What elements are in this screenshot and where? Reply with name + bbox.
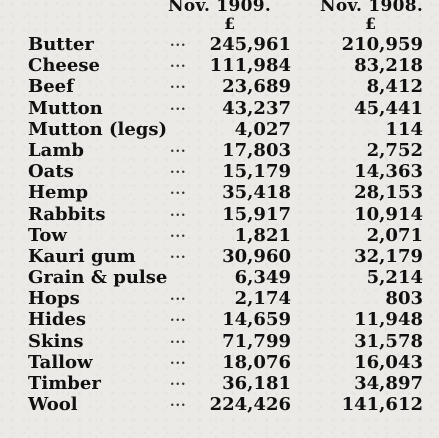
- leader-dots: ...: [170, 310, 187, 326]
- value-nov-1909: 30,960: [222, 245, 291, 267]
- value-nov-1909: 6,349: [234, 267, 291, 289]
- commodity-label: Grain & pulse: [28, 267, 168, 289]
- value-nov-1908: 28,153: [354, 182, 423, 204]
- table-row: [0, 352, 439, 373]
- value-nov-1909: 1,821: [234, 224, 291, 246]
- value-nov-1909: 43,237: [222, 97, 291, 119]
- currency-symbol-1908: £: [365, 14, 377, 33]
- value-nov-1909: 18,076: [222, 351, 291, 373]
- leader-dots: ...: [170, 225, 187, 241]
- currency-symbol-1909: £: [224, 14, 236, 33]
- table-row: [0, 34, 439, 55]
- leader-dots: ...: [170, 77, 187, 93]
- table-row: [0, 331, 439, 352]
- leader-dots: ...: [170, 35, 187, 50]
- table-row: [0, 288, 439, 309]
- value-nov-1908: 803: [385, 288, 423, 310]
- table-row: [0, 225, 439, 246]
- value-nov-1908: 16,043: [354, 351, 423, 373]
- value-nov-1908: 34,897: [354, 373, 423, 394]
- table-row: [0, 182, 439, 203]
- leader-dots: ...: [170, 56, 187, 72]
- value-nov-1909: 14,659: [222, 309, 291, 331]
- commodity-label: Butter: [28, 34, 94, 55]
- table-row: [0, 394, 439, 415]
- value-nov-1909: 36,181: [222, 373, 291, 394]
- leader-dots: ...: [170, 246, 187, 262]
- commodity-label: Beef: [28, 76, 74, 98]
- commodity-label: Skins: [28, 330, 84, 352]
- table-row: [0, 267, 439, 288]
- commodity-label: Rabbits: [28, 203, 106, 225]
- table-row: [0, 161, 439, 182]
- table-row: [0, 309, 439, 330]
- value-nov-1908: 114: [385, 118, 423, 140]
- value-nov-1908: 5,214: [366, 267, 423, 289]
- table-row: [0, 55, 439, 76]
- value-nov-1908: 210,959: [341, 34, 423, 55]
- value-nov-1909: 71,799: [222, 330, 291, 352]
- column-header-nov-1908: Nov. 1908.: [320, 0, 424, 16]
- commodity-label: Hemp: [28, 182, 89, 204]
- leader-dots: ...: [170, 374, 187, 389]
- value-nov-1909: 15,917: [222, 203, 291, 225]
- table-row: [0, 119, 439, 140]
- value-nov-1909: 15,179: [222, 161, 291, 183]
- leader-dots: ...: [170, 352, 187, 368]
- commodity-label: Hides: [28, 309, 87, 331]
- value-nov-1908: 141,612: [341, 394, 423, 416]
- value-nov-1909: 245,961: [209, 34, 291, 55]
- value-nov-1909: 4,027: [234, 118, 291, 140]
- leader-dots: ...: [170, 204, 187, 220]
- value-nov-1909: 224,426: [209, 394, 291, 416]
- table-row: [0, 76, 439, 97]
- commodity-label: Lamb: [28, 139, 84, 161]
- commodity-label: Mutton: [28, 97, 103, 119]
- table-header: [0, 0, 439, 36]
- table-row: [0, 373, 439, 394]
- value-nov-1908: 45,441: [354, 97, 423, 119]
- value-nov-1909: 2,174: [234, 288, 291, 310]
- value-nov-1908: 2,752: [366, 139, 423, 161]
- commodity-label: Oats: [28, 161, 74, 183]
- exports-table: [0, 34, 439, 415]
- table-row: [0, 98, 439, 119]
- value-nov-1908: 8,412: [366, 76, 423, 98]
- leader-dots: ...: [170, 140, 187, 156]
- leader-dots: ...: [170, 289, 187, 305]
- value-nov-1908: 32,179: [354, 245, 423, 267]
- leader-dots: ...: [170, 183, 187, 199]
- commodity-label: Kauri gum: [28, 245, 136, 267]
- commodity-label: Timber: [28, 373, 101, 394]
- column-header-nov-1909: Nov. 1909.: [168, 0, 272, 16]
- value-nov-1909: 23,689: [222, 76, 291, 98]
- value-nov-1909: 111,984: [209, 55, 291, 77]
- commodity-label: Tallow: [28, 351, 93, 373]
- commodity-label: Wool: [28, 394, 78, 416]
- table-row: [0, 246, 439, 267]
- value-nov-1908: 11,948: [354, 309, 423, 331]
- commodity-label: Hops: [28, 288, 80, 310]
- value-nov-1908: 31,578: [354, 330, 423, 352]
- value-nov-1908: 14,363: [354, 161, 423, 183]
- table-row: [0, 140, 439, 161]
- value-nov-1909: 17,803: [222, 139, 291, 161]
- leader-dots: ...: [170, 162, 187, 178]
- leader-dots: ...: [170, 395, 187, 411]
- value-nov-1909: 35,418: [222, 182, 291, 204]
- value-nov-1908: 10,914: [354, 203, 423, 225]
- value-nov-1908: 83,218: [354, 55, 423, 77]
- value-nov-1908: 2,071: [366, 224, 423, 246]
- commodity-label: Tow: [28, 224, 67, 246]
- table-row: [0, 204, 439, 225]
- leader-dots: ...: [170, 331, 187, 347]
- commodity-label: Mutton (legs): [28, 118, 168, 140]
- commodity-label: Cheese: [28, 55, 100, 77]
- leader-dots: ...: [170, 98, 187, 114]
